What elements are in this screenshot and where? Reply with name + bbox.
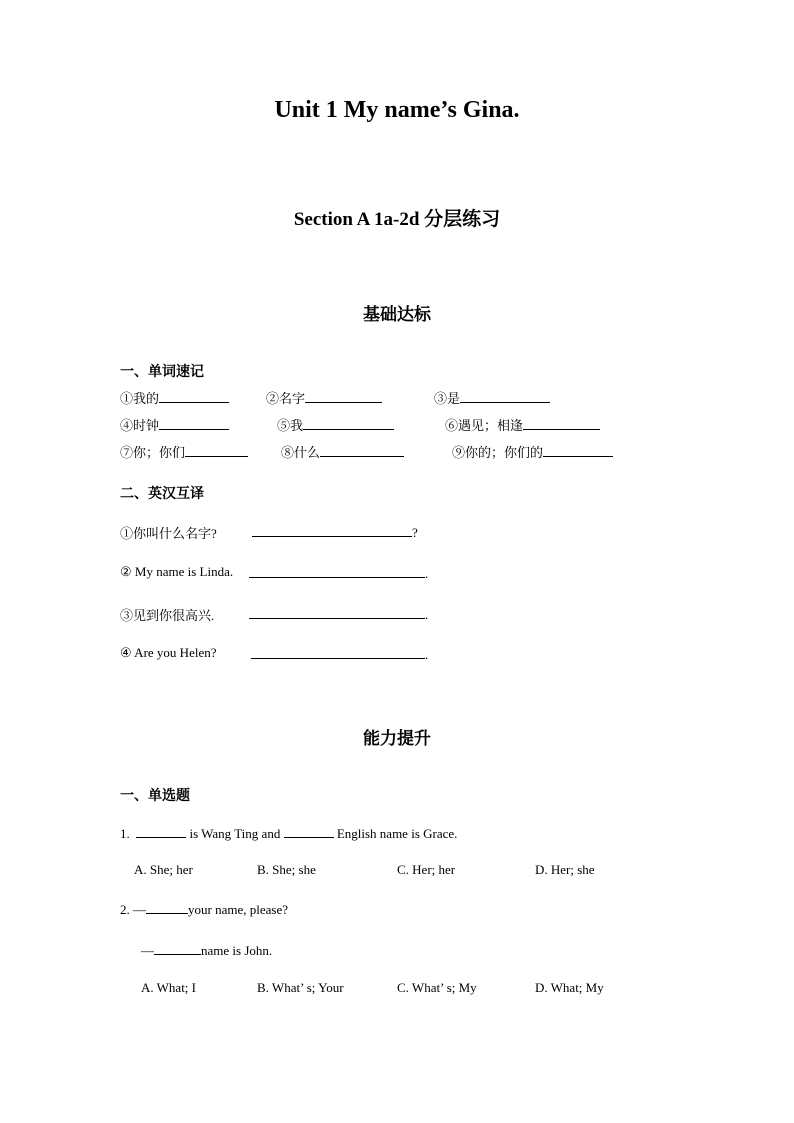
answer-line: ? bbox=[252, 523, 418, 541]
question-2: 2. — your name, please? bbox=[120, 902, 288, 917]
translate-item: ①你叫什么名字? bbox=[120, 526, 217, 541]
mc-heading: 一、单选题 bbox=[120, 789, 190, 804]
vocab-item: ⑧什么 bbox=[281, 442, 404, 461]
vocab-item: ②名字 bbox=[266, 388, 382, 407]
answer-line: . bbox=[249, 605, 428, 623]
question-1: 1. is Wang Ting and English name is Grace. bbox=[120, 826, 458, 841]
vocab-item: ④时钟 bbox=[120, 415, 229, 434]
translate-item: ③见到你很高兴. bbox=[120, 608, 215, 623]
page-title: Unit 1 My name’s Gina. bbox=[274, 97, 520, 123]
vocab-item: ⑤我 bbox=[277, 415, 394, 434]
level-heading-advanced: 能力提升 bbox=[363, 729, 431, 748]
translate-heading: 二、英汉互译 bbox=[120, 487, 204, 502]
translate-item: ④ Are you Helen? bbox=[120, 645, 217, 660]
option: C. What’ s; My bbox=[397, 980, 477, 995]
option: D. What; My bbox=[535, 980, 604, 995]
vocab-item: ①我的 bbox=[120, 388, 229, 407]
vocab-heading: 一、单词速记 bbox=[120, 365, 204, 380]
option: A. She; her bbox=[134, 862, 193, 877]
option: C. Her; her bbox=[397, 862, 456, 877]
answer-line: . bbox=[249, 564, 428, 582]
page-subtitle: Section A 1a-2d 分层练习 bbox=[293, 209, 501, 230]
vocab-item: ⑥遇见；相逢 bbox=[445, 415, 600, 434]
option: D. Her; she bbox=[535, 862, 595, 877]
level-heading-basic: 基础达标 bbox=[363, 305, 431, 324]
vocab-item: ⑦你；你们 bbox=[120, 442, 248, 461]
option: B. She; she bbox=[257, 862, 316, 877]
translate-item: ② My name is Linda. bbox=[120, 564, 234, 579]
answer-line: . bbox=[251, 645, 428, 663]
option: A. What; I bbox=[141, 980, 196, 995]
question-2-reply: — name is John. bbox=[141, 943, 273, 958]
option: B. What’ s; Your bbox=[257, 980, 344, 995]
vocab-item: ⑨你的；你们的 bbox=[452, 442, 613, 461]
vocab-item: ③是 bbox=[434, 388, 550, 407]
